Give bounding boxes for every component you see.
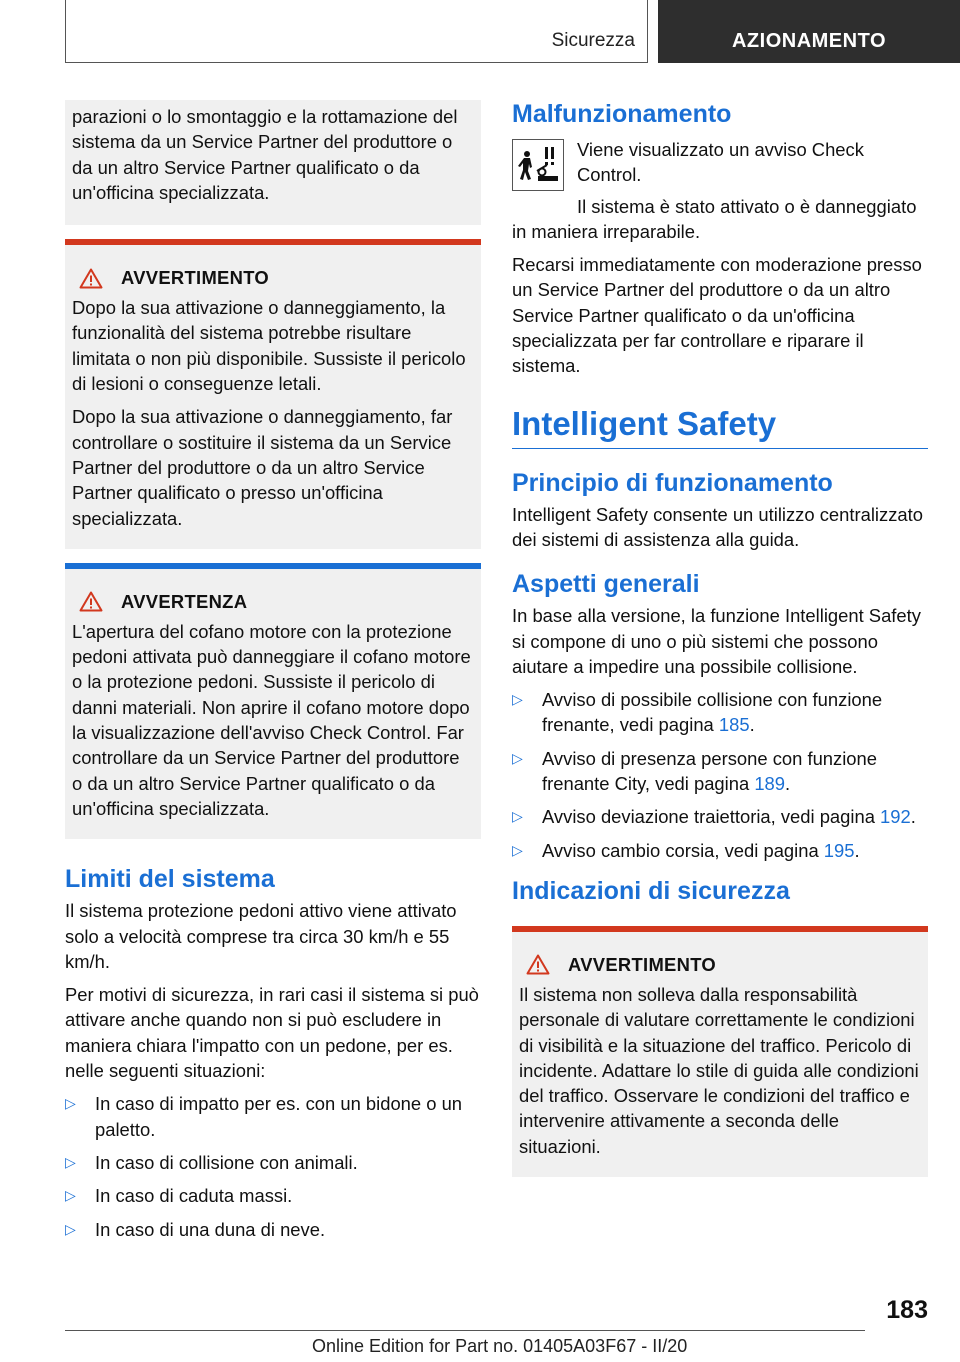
list-item: ▷ In caso di una duna di neve. [65, 1217, 481, 1242]
malfunction-text-1: Viene visualizzato un avviso Check Control. [577, 139, 864, 186]
header-chapter-tab: AZIONAMENTO [658, 0, 960, 63]
limits-text-1: Il sistema protezione pedoni attivo viene attivato solo a velocità comprese tra circa 30 km/h e 55 km/h. [65, 900, 457, 972]
warning-box-1 [65, 239, 481, 549]
warning-2-text: Il sistema non solleva dalla responsabilità personale di valutare correttamente le condizioni di visibilità e la situazione del traffico. Pericolo di incidente. Adattare lo stile di guida alle condizioni del traffico. Osservare le condizioni del traffico e intervenire attivamente a seconda delle situazioni. [519, 983, 919, 1157]
intro-text: parazioni o lo smontaggio e la rottamazione del sistema da un Service Partner del produttore o da un altro Service Partner qualificato o da un'officina specializzata. [72, 106, 458, 203]
warning-1-text-1: Dopo la sua attivazione o danneggiamento, la funzionalità del sistema potrebbe risultare limitata o non più disponibile. Sussiste il pericolo di lesioni o conseguenze letali. [72, 297, 466, 395]
warning-title: AVVERTIMENTO [121, 267, 270, 289]
malfunction-text-3: Recarsi immediatamente con moderazione presso un Service Partner del produttore o da un altro Service Partner qualificato o da un'officina specializzata per far controllare e riparare il sistema. [512, 254, 922, 377]
limits-heading: Limiti del sistema [65, 865, 275, 894]
footer-edition: Online Edition for Part no. 01405A03F67 - II/20 [312, 1336, 688, 1356]
bullet-triangle-icon: ▷ [512, 808, 523, 825]
page-number: 183 [886, 1296, 928, 1324]
malfunction-text-2: Il sistema è stato attivato o è danneggiato in maniera irreparabile. [512, 195, 917, 242]
bullet-triangle-icon: ▷ [512, 749, 523, 766]
bullet-triangle-icon: ▷ [65, 1095, 76, 1112]
malfunction-heading: Malfunzionamento [512, 100, 732, 128]
bullet-triangle-icon: ▷ [65, 1153, 76, 1170]
page-link[interactable]: 185 [718, 714, 750, 736]
list-item: ▷ In caso di collisione con animali. [65, 1150, 481, 1175]
notice-box [65, 563, 481, 839]
notice-title: AVVERTENZA [121, 590, 248, 612]
warning-box-2 [512, 926, 928, 1177]
list-item: ▷ In caso di caduta massi. [65, 1183, 481, 1208]
notice-triangle-icon [79, 591, 103, 612]
warning-title: AVVERTIMENTO [568, 953, 717, 975]
bullet-triangle-icon: ▷ [512, 841, 523, 858]
intro-box [65, 100, 481, 225]
warning-1-text-2: Dopo la sua attivazione o danneggiamento, far controllare o sostituire il sistema da un Service Partner del produttore o da un altro Service Partner qualificato o presso un'officina specializzata. [72, 406, 453, 529]
bullet-triangle-icon: ▷ [512, 691, 523, 708]
principle-heading: Principio di funzionamento [512, 468, 833, 497]
bullet-triangle-icon: ▷ [65, 1187, 76, 1204]
systems-list [512, 687, 928, 863]
list-item: ▷ Avviso di possibile collisione con funzione frenante, vedi pagina 185. [512, 689, 883, 736]
general-heading: Aspetti generali [512, 570, 700, 599]
page-link[interactable]: 189 [754, 773, 785, 795]
safety-heading: Indicazioni di sicurezza [512, 876, 790, 905]
footer-divider [65, 1330, 865, 1331]
page-link[interactable]: 192 [880, 806, 911, 828]
pedestrian-warning-icon [512, 139, 564, 191]
intelligent-safety-heading: Intelligent Safety [512, 405, 928, 449]
limits-text-2: Per motivi di sicurezza, in rari casi il sistema si può attivare anche quando non si può escludere in maniera chiara l'impatto con un pedone, per es. nelle seguenti situazioni: [65, 984, 479, 1082]
bullet-triangle-icon: ▷ [65, 1220, 76, 1237]
warning-triangle-icon [526, 954, 550, 975]
list-item: ▷ Avviso cambio corsia, vedi pagina 195. [512, 838, 928, 863]
header-section-box [65, 0, 648, 63]
header-section-title: Sicurezza [551, 30, 635, 51]
right-column [512, 100, 928, 1177]
left-column [65, 100, 481, 1250]
limits-list [65, 1091, 481, 1241]
warning-triangle-icon [79, 268, 103, 289]
page-link[interactable]: 195 [823, 839, 855, 861]
notice-text: L'apertura del cofano motore con la protezione pedoni attivata può danneggiare il cofano motore o la protezione pedoni. Sussiste il pericolo di danni materiali. Non aprire il cofano motore dopo la visualizzazione dell'avviso Check Control. Far controllare da un Service Partner del produttore o da un altro Service Partner qualificato o da un'officina specializzata. [72, 620, 471, 819]
principle-text: Intelligent Safety consente un utilizzo centralizzato dei sistemi di assistenza alla guida. [512, 503, 923, 550]
list-item: ▷ In caso di impatto per es. con un bidone o un paletto. [65, 1093, 463, 1140]
list-item: ▷ Avviso deviazione traiettoria, vedi pagina 192. [512, 804, 928, 829]
list-item: ▷ Avviso di presenza persone con funzione frenante City, vedi pagina 189. [512, 747, 877, 795]
general-text: In base alla versione, la funzione Intelligent Safety si compone di uno o più sistemi che possono aiutare a impedire una possibile collisione. [512, 605, 921, 677]
